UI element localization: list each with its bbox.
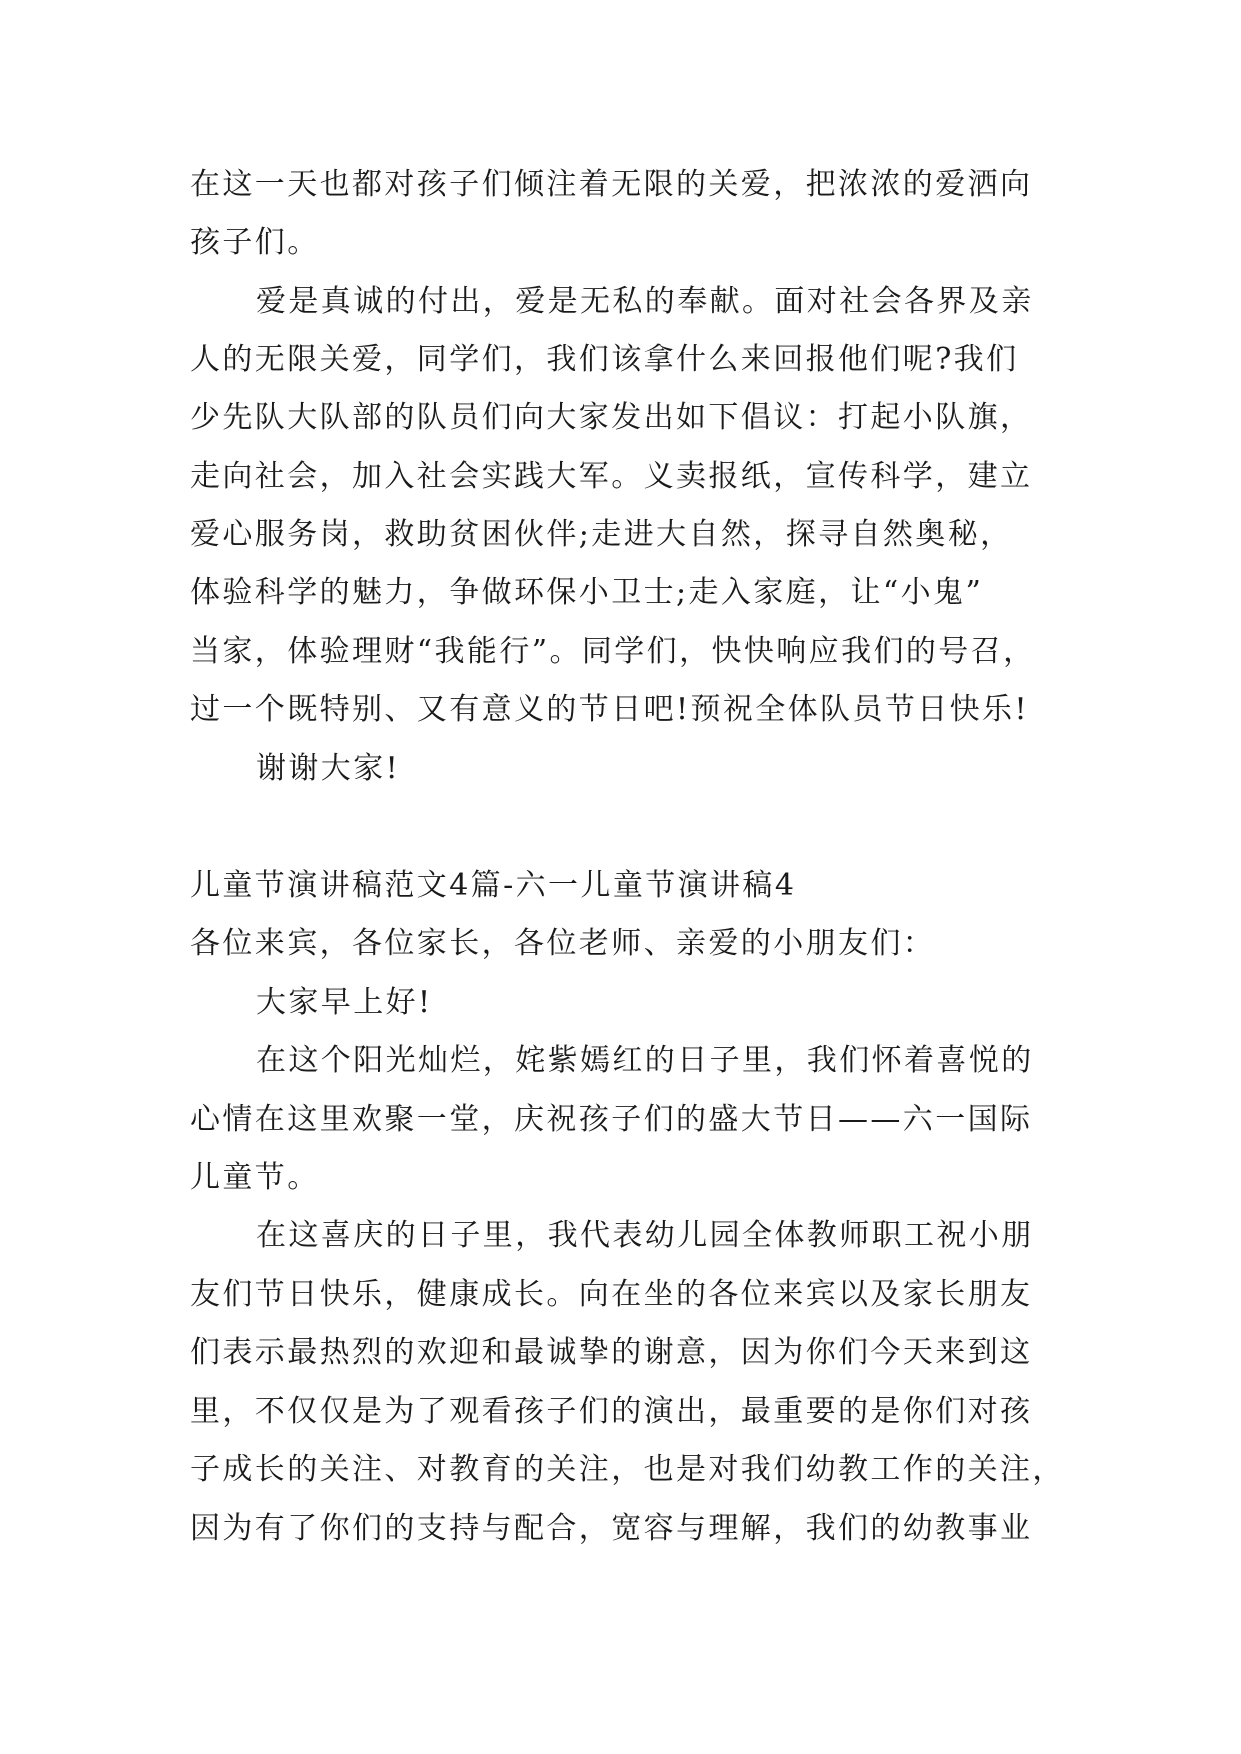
paragraph-line: 孩子们。 bbox=[190, 225, 320, 260]
salutation-line: 各位来宾，各位家长，各位老师、亲爱的小朋友们： bbox=[190, 926, 936, 961]
paragraph-line: 人的无限关爱，同学们，我们该拿什么来回报他们呢?我们 bbox=[190, 342, 1019, 377]
paragraph-line: 子成长的关注、对教育的关注，也是对我们幼教工作的关注， bbox=[190, 1452, 1065, 1487]
paragraph-line: 在这一天也都对孩子们倾注着无限的关爱，把浓浓的爱洒向 bbox=[190, 167, 1033, 202]
paragraph-line: 当家，体验理财“我能行”。同学们，快快响应我们的号召， bbox=[190, 634, 1036, 669]
paragraph-line: 少先队大队部的队员们向大家发出如下倡议：打起小队旗， bbox=[190, 400, 1033, 435]
paragraph-line: 走向社会，加入社会实践大军。义卖报纸，宣传科学，建立 bbox=[190, 459, 1033, 494]
paragraph-line: 里，不仅仅是为了观看孩子们的演出，最重要的是你们对孩 bbox=[190, 1394, 1033, 1429]
paragraph-line: 爱是真诚的付出，爱是无私的奉献。面对社会各界及亲 bbox=[256, 284, 1034, 319]
section-title: 儿童节演讲稿范文4篇-六一儿童节演讲稿4 bbox=[190, 868, 797, 903]
paragraph-line: 友们节日快乐，健康成长。向在坐的各位来宾以及家长朋友 bbox=[190, 1277, 1033, 1312]
paragraph-line: 爱心服务岗，救助贫困伙伴;走进大自然，探寻自然奥秘， bbox=[190, 517, 1013, 552]
paragraph-line: 心情在这里欢聚一堂，庆祝孩子们的盛大节日——六一国际 bbox=[190, 1102, 1033, 1137]
paragraph-line: 在这喜庆的日子里，我代表幼儿园全体教师职工祝小朋 bbox=[256, 1218, 1034, 1253]
paragraph-line: 儿童节。 bbox=[190, 1160, 320, 1195]
paragraph-line: 过一个既特别、又有意义的节日吧!预祝全体队员节日快乐! bbox=[190, 692, 1029, 727]
paragraph-line: 在这个阳光灿烂，姹紫嫣红的日子里，我们怀着喜悦的 bbox=[256, 1043, 1034, 1078]
paragraph-line: 体验科学的魅力，争做环保小卫士;走入家庭，让“小鬼” bbox=[190, 575, 984, 610]
paragraph-line: 们表示最热烈的欢迎和最诚挚的谢意，因为你们今天来到这 bbox=[190, 1335, 1033, 1370]
paragraph-line: 因为有了你们的支持与配合，宽容与理解，我们的幼教事业 bbox=[190, 1511, 1033, 1546]
closing-line: 谢谢大家! bbox=[256, 751, 401, 786]
greeting-line: 大家早上好! bbox=[256, 985, 433, 1020]
